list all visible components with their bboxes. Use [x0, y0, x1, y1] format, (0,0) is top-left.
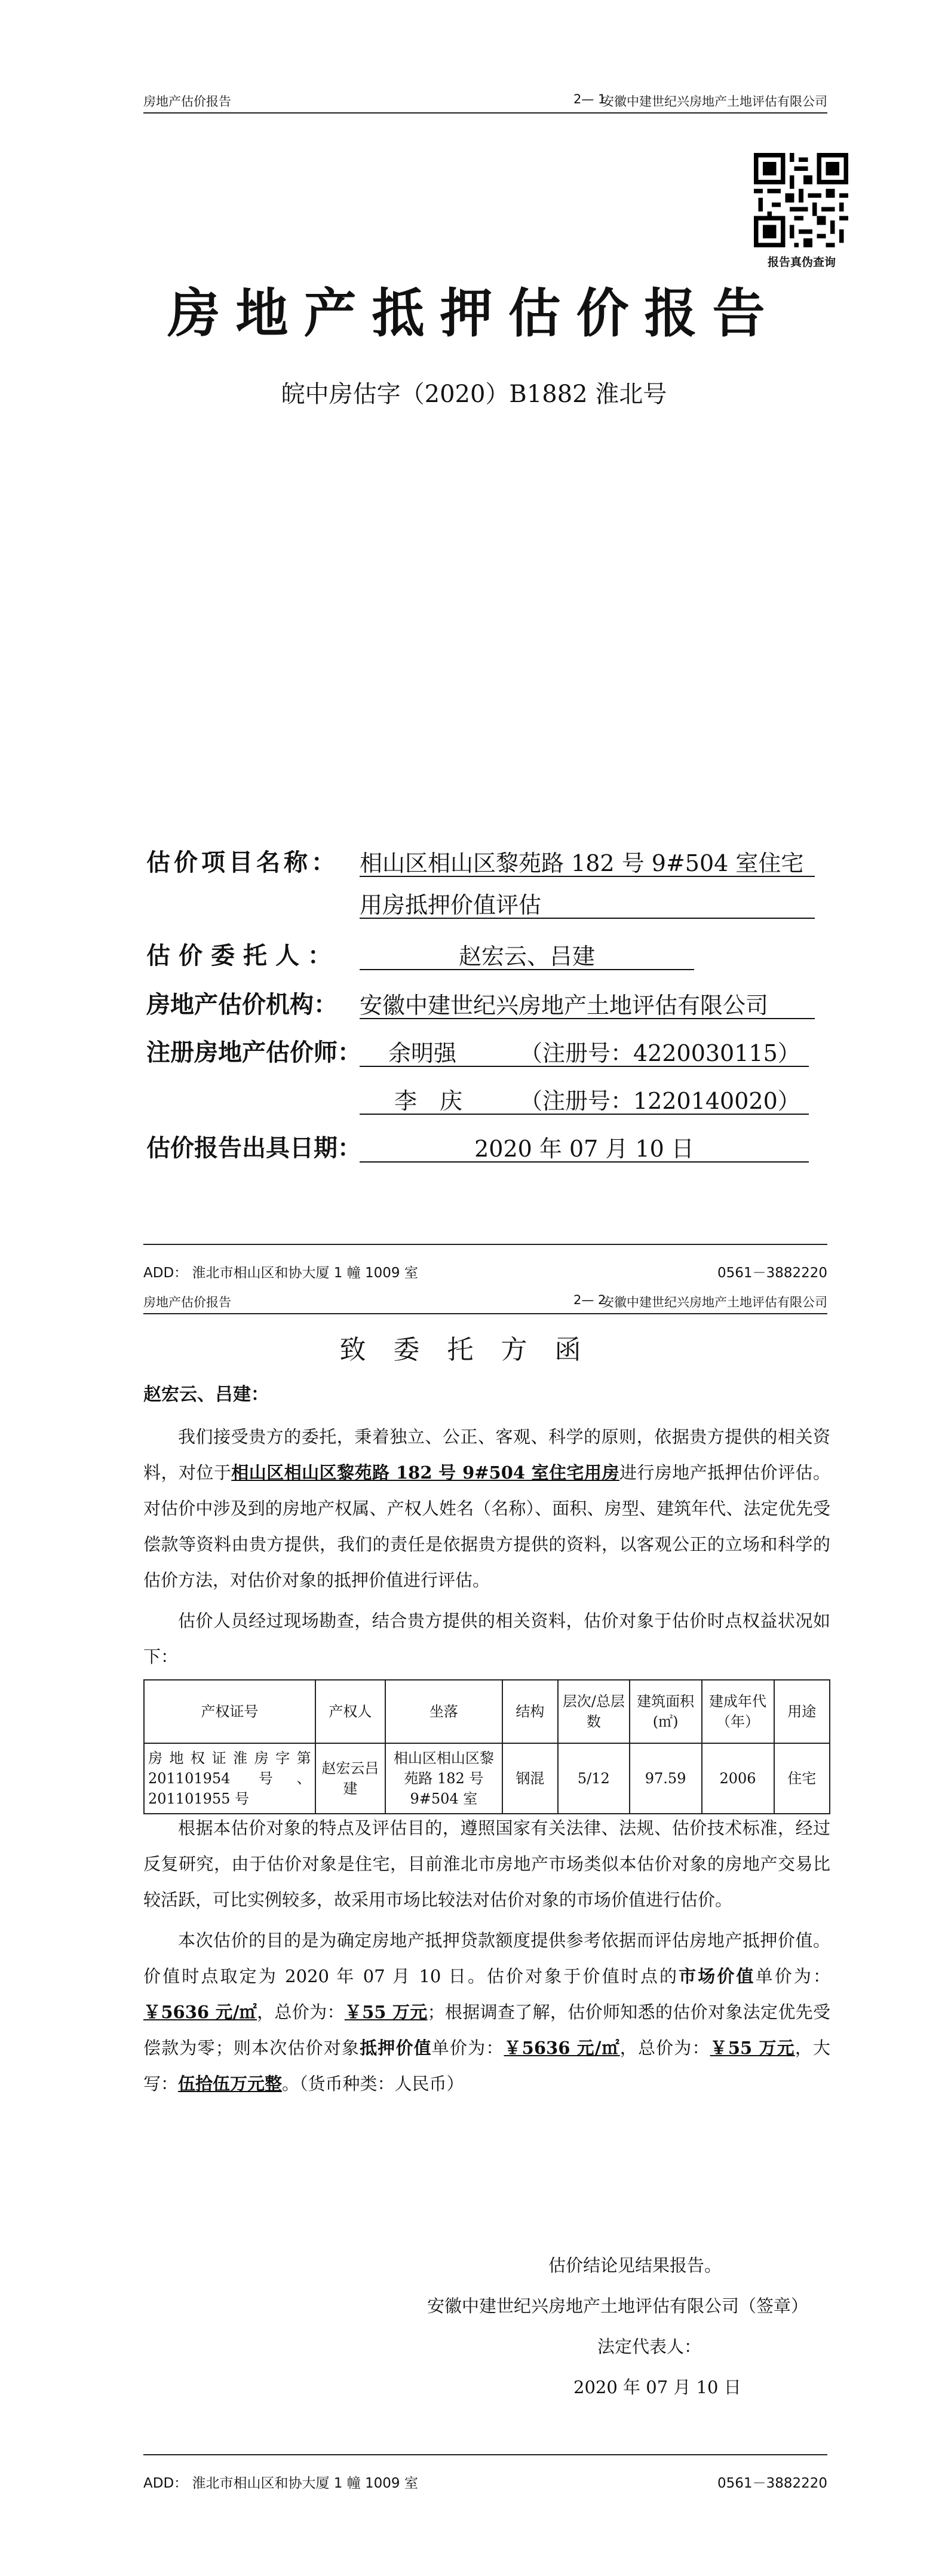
total-capital: 伍拾伍万元整	[178, 2074, 283, 2094]
footer-address: ADD： 淮北市相山区和协大厦 1 幢 1009 室	[143, 2476, 418, 2491]
date-label: 估价报告出具日期：	[146, 1134, 361, 1162]
para4-text-g: ，大写：	[143, 2038, 830, 2094]
header-page-number: 2— 1	[573, 92, 606, 106]
para4-text-a: 本次估价的目的是为确定房地产抵押贷款额度提供参考依据而评估房地产抵押价值。价值时点取定为 2020 年 07 月 10 日。估价对象于价值时点的	[143, 1930, 830, 1986]
sign-line-2: 安徽中建世纪兴房地产土地评估有限公司（签章）	[427, 2296, 809, 2316]
table-cell: 房地权证淮房字第 201101954 号、201101955 号	[144, 1743, 315, 1814]
table-header: 层次/总层数	[558, 1680, 630, 1743]
table-cell: 5/12	[558, 1743, 630, 1814]
date-value: 2020 年 07 月 10 日	[474, 1136, 694, 1162]
page1-footer-rule	[143, 1244, 827, 1245]
appraiser2-reg: （注册号：1220140020）	[520, 1088, 800, 1114]
table-cell: 住宅	[774, 1743, 830, 1814]
appraiser-label: 注册房地产估价师：	[146, 1039, 361, 1066]
para1-text-a: 我们接受贵方的委托，秉着独立、公正、客观、科学的原则，依据贵方提供的相关资料，对位于	[143, 1427, 830, 1483]
header-page-number: 2— 2	[573, 1293, 606, 1307]
table-cell: 钢混	[502, 1743, 558, 1814]
property-table	[143, 1679, 830, 1814]
footer-phone: 0561－3882220	[717, 2476, 827, 2491]
agency-value: 安徽中建世纪兴房地产土地评估有限公司	[360, 992, 769, 1019]
table-header: 建筑面积(㎡)	[630, 1680, 702, 1743]
sign-line-3: 法定代表人：	[597, 2336, 702, 2357]
table-cell: 2006	[702, 1743, 774, 1814]
report-title: 房地产抵押估价报告	[167, 282, 781, 344]
total-price: ￥55 万元	[344, 2002, 428, 2022]
appraiser1-name: 余明强	[388, 1040, 457, 1066]
table-header: 用途	[774, 1680, 830, 1743]
para4-text-b: 单价为：	[755, 1966, 830, 1986]
appraiser2-underline	[360, 1114, 809, 1115]
paragraph-4	[143, 1922, 830, 2102]
para1-text-c: 进行房地产抵押估价评估。对估价中涉及到的房地产权属、产权人姓名（名称）、面积、房型、建筑年代、法定优先受偿款等资料由贵方提供，我们的责任是依据贵方提供的资料，以客观公正的立场和科学的估价方法，对估价对象的抵押价值进行评估。	[143, 1462, 830, 1590]
project-underline-2	[360, 918, 815, 919]
header-left: 房地产估价报告	[143, 94, 231, 109]
appraiser2-name: 李 庆	[394, 1088, 463, 1114]
page2-header	[143, 1289, 827, 1314]
date-underline	[360, 1161, 809, 1163]
mortgage-total-price: ￥55 万元	[710, 2038, 795, 2058]
table-header: 结构	[502, 1680, 558, 1743]
project-value-line2: 用房抵押价值评估	[360, 892, 542, 918]
qr-code-icon[interactable]	[754, 153, 848, 247]
document-number: 皖中房估字（2020）B1882 淮北号	[281, 381, 667, 408]
para4-text-c: ，总价为：	[257, 2002, 345, 2022]
header-right: 安徽中建世纪兴房地产土地评估有限公司	[602, 1295, 827, 1310]
project-value-line1: 相山区相山区黎苑路 182 号 9#504 室住宅	[360, 850, 804, 876]
para4-mortgage-value: 抵押价值	[360, 2038, 432, 2058]
footer-address: ADD： 淮北市相山区和协大厦 1 幢 1009 室	[143, 1265, 418, 1281]
appraiser1-underline	[360, 1066, 809, 1067]
table-cell: 赵宏云吕建	[315, 1743, 385, 1814]
page1-header	[143, 88, 827, 114]
table-header: 建成年代（年）	[702, 1680, 774, 1743]
table-row	[144, 1743, 830, 1814]
unit-price: ￥5636 元/㎡	[143, 2002, 257, 2022]
para4-text-e: 单价为：	[431, 2038, 504, 2058]
footer-phone: 0561－3882220	[717, 1265, 827, 1281]
para4-text-h: 。（货币种类：人民币）	[282, 2074, 464, 2094]
paragraph-1	[143, 1419, 830, 1598]
para4-text-d: ；根据调查了解，估价师知悉的估价对象法定优先受偿款为零；则本次估价对象	[143, 2002, 830, 2058]
mortgage-unit-price: ￥5636 元/㎡	[504, 2038, 620, 2058]
table-cell: 97.59	[630, 1743, 702, 1814]
para4-market-value: 市场价值	[679, 1966, 756, 1986]
agency-underline	[360, 1018, 815, 1019]
para4-text-f: ，总价为：	[619, 2038, 710, 2058]
paragraph-3: 根据本估价对象的特点及评估目的，遵照国家有关法律、法规、估价技术标准，经过反复研究，由于估价对象是住宅，目前淮北市房地产市场类似本估价对象的房地产交易比较活跃，可比实例较多，故采用市场比较法对估价对象的市场价值进行估价。	[143, 1818, 830, 1910]
header-left: 房地产估价报告	[143, 1295, 231, 1310]
project-label: 估价项目名称：	[146, 849, 339, 876]
qr-caption: 报告真伪查询	[767, 256, 836, 269]
appraiser1-reg: （注册号：4220030115）	[520, 1040, 800, 1066]
paragraph-2: 估价人员经过现场勘查，结合贵方提供的相关资料，估价对象于估价时点权益状况如下：	[143, 1611, 830, 1667]
salutation: 赵宏云、吕建：	[143, 1384, 269, 1405]
agency-label: 房地产估价机构：	[146, 991, 338, 1019]
para1-property-address: 相山区相山区黎苑路 182 号 9#504 室住宅用房	[231, 1462, 619, 1483]
table-header: 产权证号	[144, 1680, 315, 1743]
sign-line-1: 估价结论见结果报告。	[548, 2255, 722, 2276]
letter-title: 致委托方函	[339, 1335, 609, 1365]
table-header-row	[144, 1680, 830, 1743]
header-right: 安徽中建世纪兴房地产土地评估有限公司	[602, 94, 827, 109]
table-cell: 相山区相山区黎苑路 182 号 9#504 室	[385, 1743, 502, 1814]
sign-line-4: 2020 年 07 月 10 日	[573, 2377, 741, 2397]
table-header: 坐落	[385, 1680, 502, 1743]
client-label: 估价委托人：	[146, 942, 340, 970]
project-underline-1	[360, 876, 815, 877]
client-value: 赵宏云、吕建	[458, 943, 595, 970]
page2-footer-rule	[143, 2454, 827, 2455]
table-header: 产权人	[315, 1680, 385, 1743]
client-underline	[360, 969, 694, 970]
